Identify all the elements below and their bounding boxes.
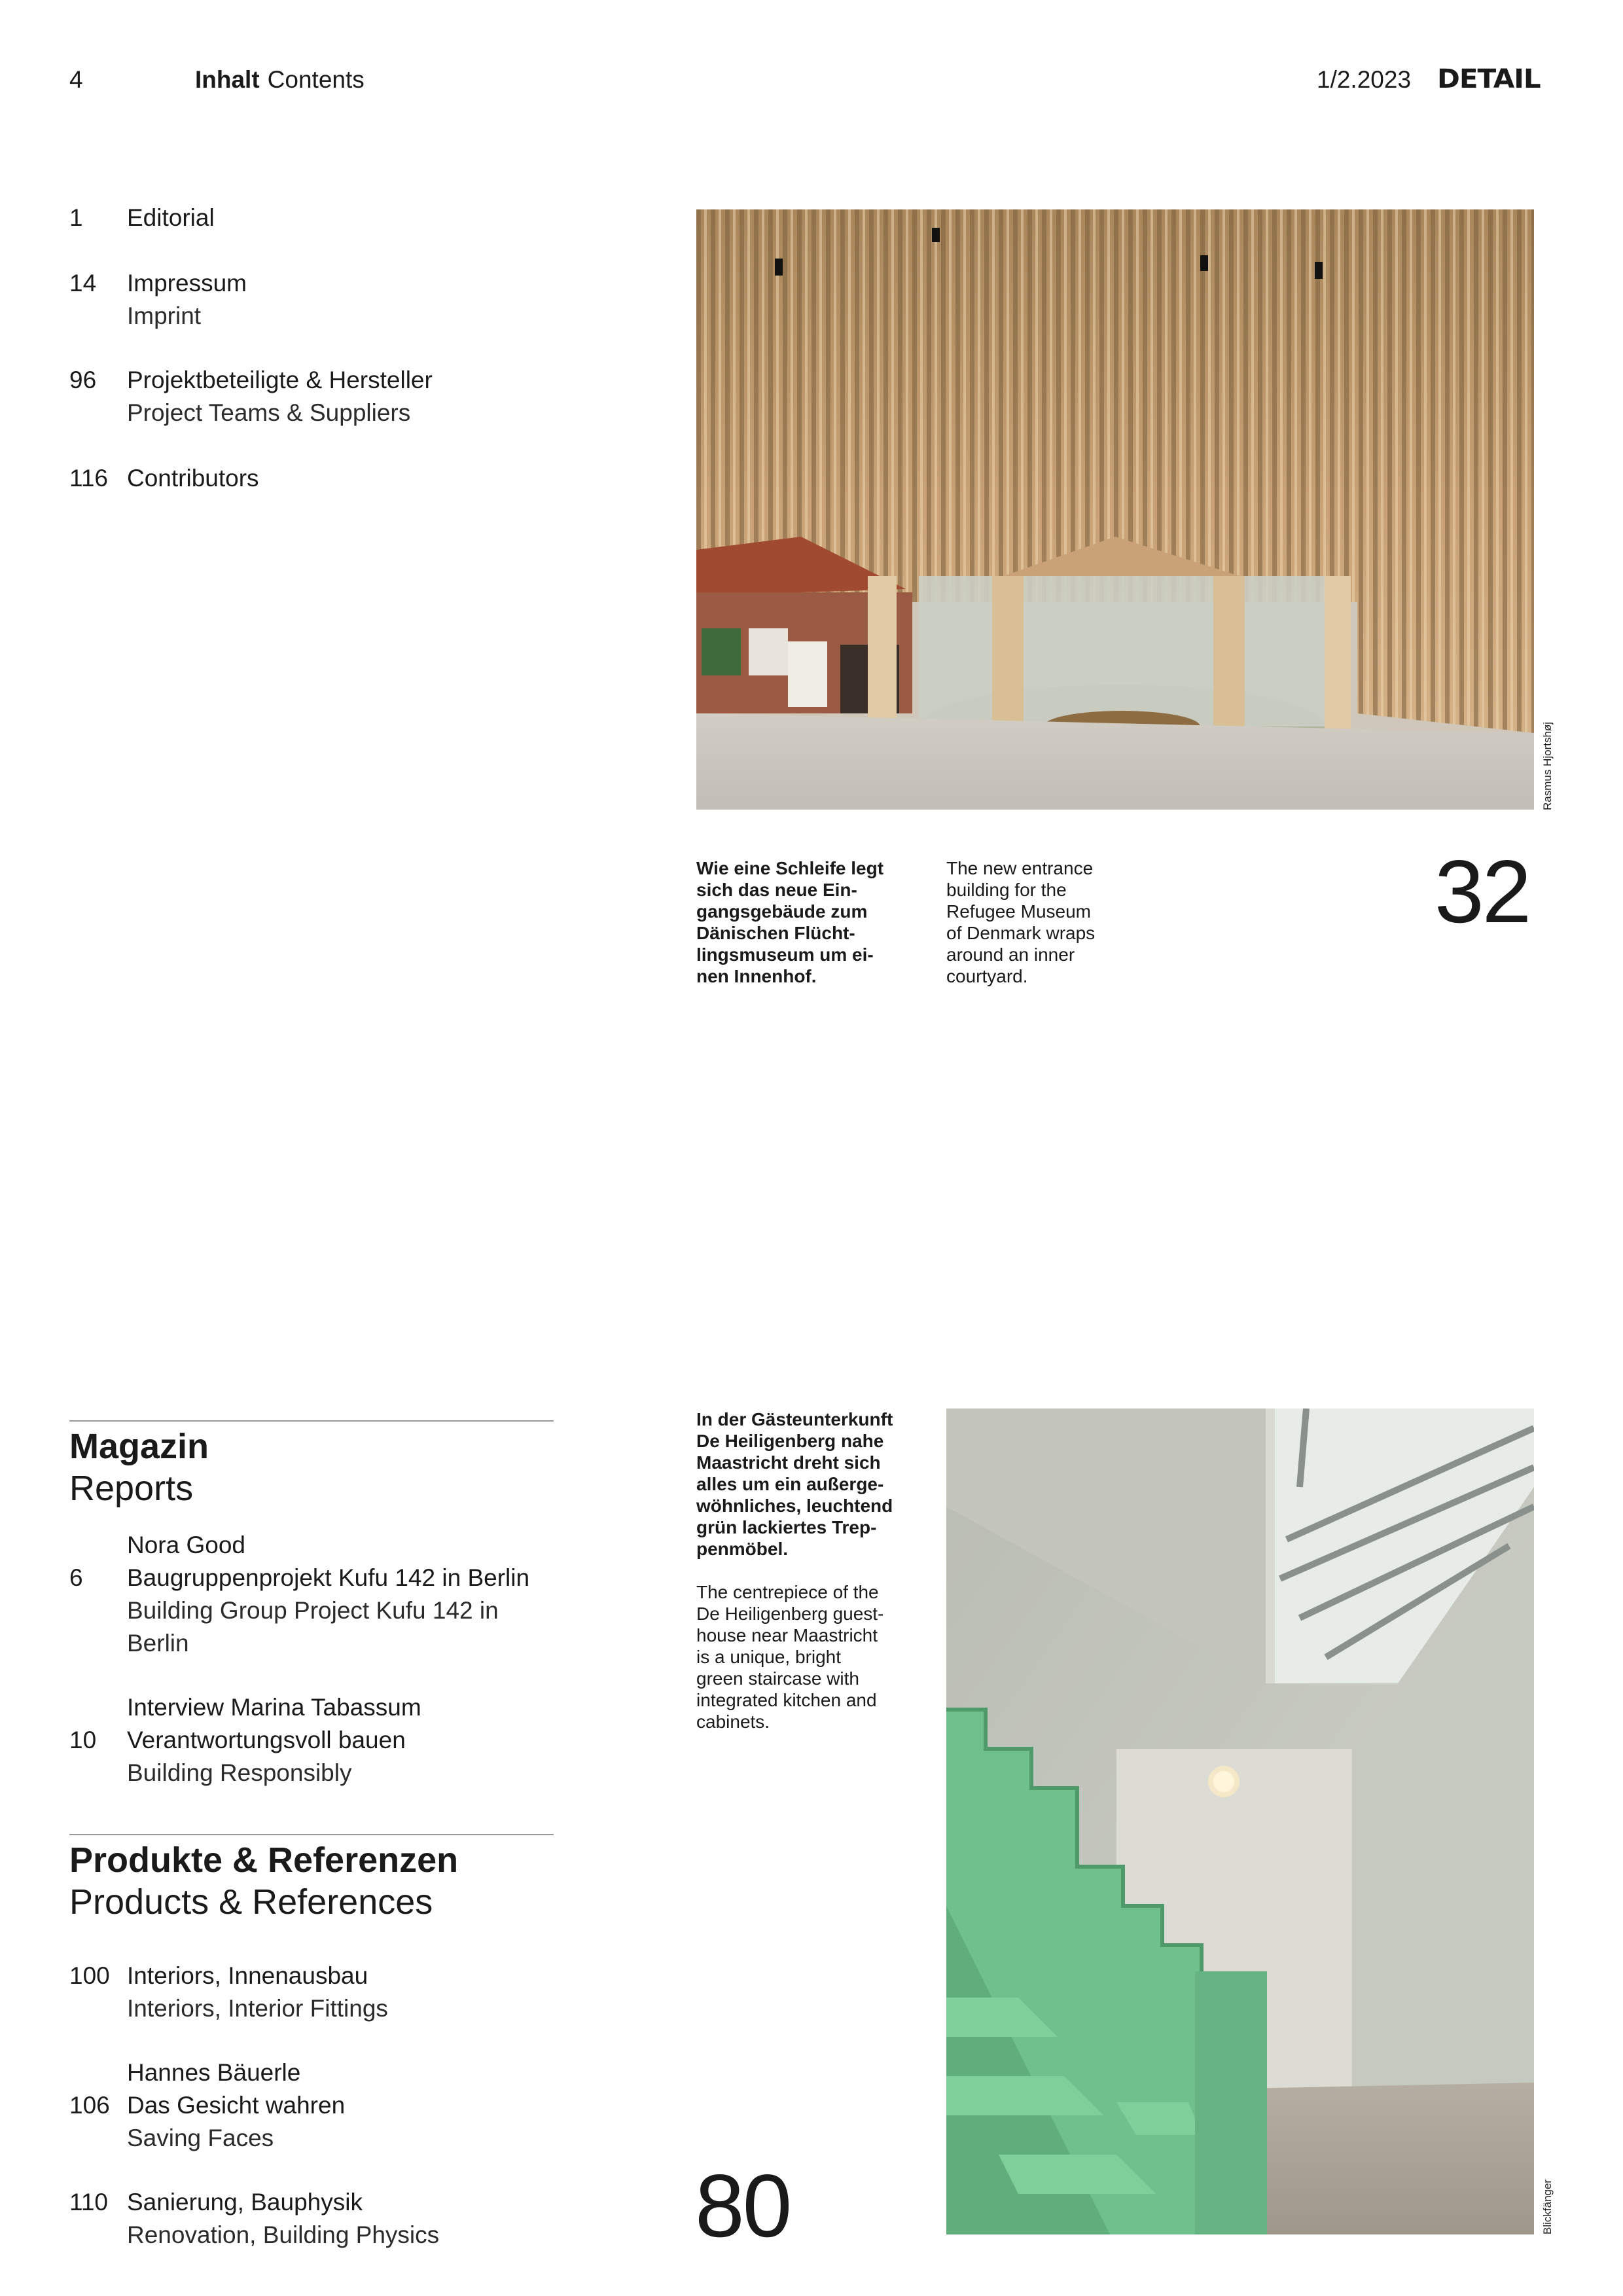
feature-page-80[interactable]: 80	[695, 2156, 791, 2255]
toc-entry-author: Hannes Bäuerle	[127, 2059, 301, 2086]
toc-entry-renovation[interactable]	[69, 2186, 554, 2251]
toc-entry-number: 6	[69, 1564, 83, 1591]
feature-page-32[interactable]: 32	[1435, 842, 1530, 941]
toc-entry-author: Interview Marina Tabassum	[127, 1694, 421, 1721]
section-divider	[69, 1834, 554, 1835]
toc-entry-subtitle: Building Responsibly	[127, 1759, 352, 1786]
section-divider	[69, 1420, 554, 1422]
section-title-en: Products & References	[69, 1882, 433, 1922]
toc-entry-title: Sanierung, Bauphysik	[127, 2189, 363, 2215]
toc-entry-title: Das Gesicht wahren	[127, 2092, 346, 2119]
toc-entry-subtitle: Berlin	[127, 1630, 189, 1657]
toc-entry-number: 1	[69, 204, 83, 231]
caption-bottom-de: In der Gästeunterkunft De Heiligenberg nahe Maastricht dreht sich alles um ein außerge- wöhnliches, leuchtend grün lackiertes Trep- penmöbel.	[696, 1409, 893, 1559]
photo-refugee-museum	[696, 209, 1534, 810]
toc-entry-title: Verantwortungsvoll bauen	[127, 1727, 406, 1753]
museum-illustration	[696, 209, 1534, 810]
staircase-illustration	[946, 1408, 1534, 2234]
section-title-en: Reports	[69, 1469, 194, 1508]
toc-entry-editorial[interactable]	[69, 202, 554, 234]
toc-entry-subtitle: Interiors, Interior Fittings	[127, 1995, 388, 2022]
toc-entry-project-teams[interactable]	[69, 364, 554, 429]
photo-green-staircase	[946, 1408, 1534, 2234]
toc-entry-number: 100	[69, 1962, 110, 1989]
photo-credit-bottom: Blickfänger	[1541, 2179, 1554, 2234]
caption-top-de: Wie eine Schleife legt sich das neue Ein- gangsgebäude zum Dänischen Flücht- lingsmuseum um ei- nen Innenhof.	[696, 858, 884, 986]
toc-entry-number: 110	[69, 2189, 108, 2215]
toc-entry-title: Projektbeteiligte & Hersteller	[127, 367, 433, 393]
page-number: 4	[69, 66, 83, 93]
toc-entry-subtitle: Imprint	[127, 302, 202, 329]
toc-entry-subtitle: Building Group Project Kufu 142 in	[127, 1597, 499, 1624]
toc-entry-subtitle: Saving Faces	[127, 2125, 274, 2151]
toc-entry-title: Baugruppenprojekt Kufu 142 in Berlin	[127, 1564, 530, 1591]
toc-entry-kufu-142[interactable]	[69, 1529, 554, 1660]
section-heading-magazin	[69, 1426, 567, 1509]
toc-entry-interview-tabassum[interactable]	[69, 1691, 554, 1789]
toc-entry-number: 14	[69, 270, 97, 296]
toc-entry-title: Editorial	[127, 204, 215, 231]
toc-entry-title: Contributors	[127, 465, 259, 492]
toc-entry-impressum[interactable]	[69, 267, 554, 332]
page-title-de: Inhalt	[195, 66, 260, 93]
toc-entry-saving-faces[interactable]	[69, 2056, 554, 2155]
toc-entry-number: 116	[69, 465, 108, 492]
magazine-logo: DETAIL	[1437, 64, 1541, 94]
toc-entry-subtitle: Renovation, Building Physics	[127, 2221, 440, 2248]
page-title	[195, 65, 365, 94]
page-title-en: Contents	[267, 66, 365, 93]
toc-entry-interiors[interactable]	[69, 1960, 554, 2025]
issue-number: 1/2.2023	[1317, 66, 1412, 93]
toc-entry-subtitle: Project Teams & Suppliers	[127, 399, 411, 426]
toc-entry-title: Interiors, Innenausbau	[127, 1962, 368, 1989]
toc-entry-number: 106	[69, 2092, 110, 2119]
section-title-de: Magazin	[69, 1427, 209, 1466]
caption-top-en: The new entrance building for the Refugee Museum of Denmark wraps around an inner courtyard.	[946, 858, 1096, 986]
toc-entry-title: Impressum	[127, 270, 247, 296]
photo-credit-top: Rasmus Hjortshøj	[1541, 721, 1554, 810]
caption-bottom-en: The centrepiece of the De Heiligenberg guest- house near Maastricht is a unique, bright green staircase with integrated kitchen and cabinets.	[696, 1582, 884, 1732]
toc-entry-author: Nora Good	[127, 1532, 245, 1558]
toc-entry-contributors[interactable]	[69, 462, 554, 495]
toc-entry-number: 96	[69, 367, 97, 393]
section-title-de: Produkte & Referenzen	[69, 1840, 459, 1880]
section-heading-produkte	[69, 1839, 567, 1923]
toc-entry-number: 10	[69, 1727, 97, 1753]
